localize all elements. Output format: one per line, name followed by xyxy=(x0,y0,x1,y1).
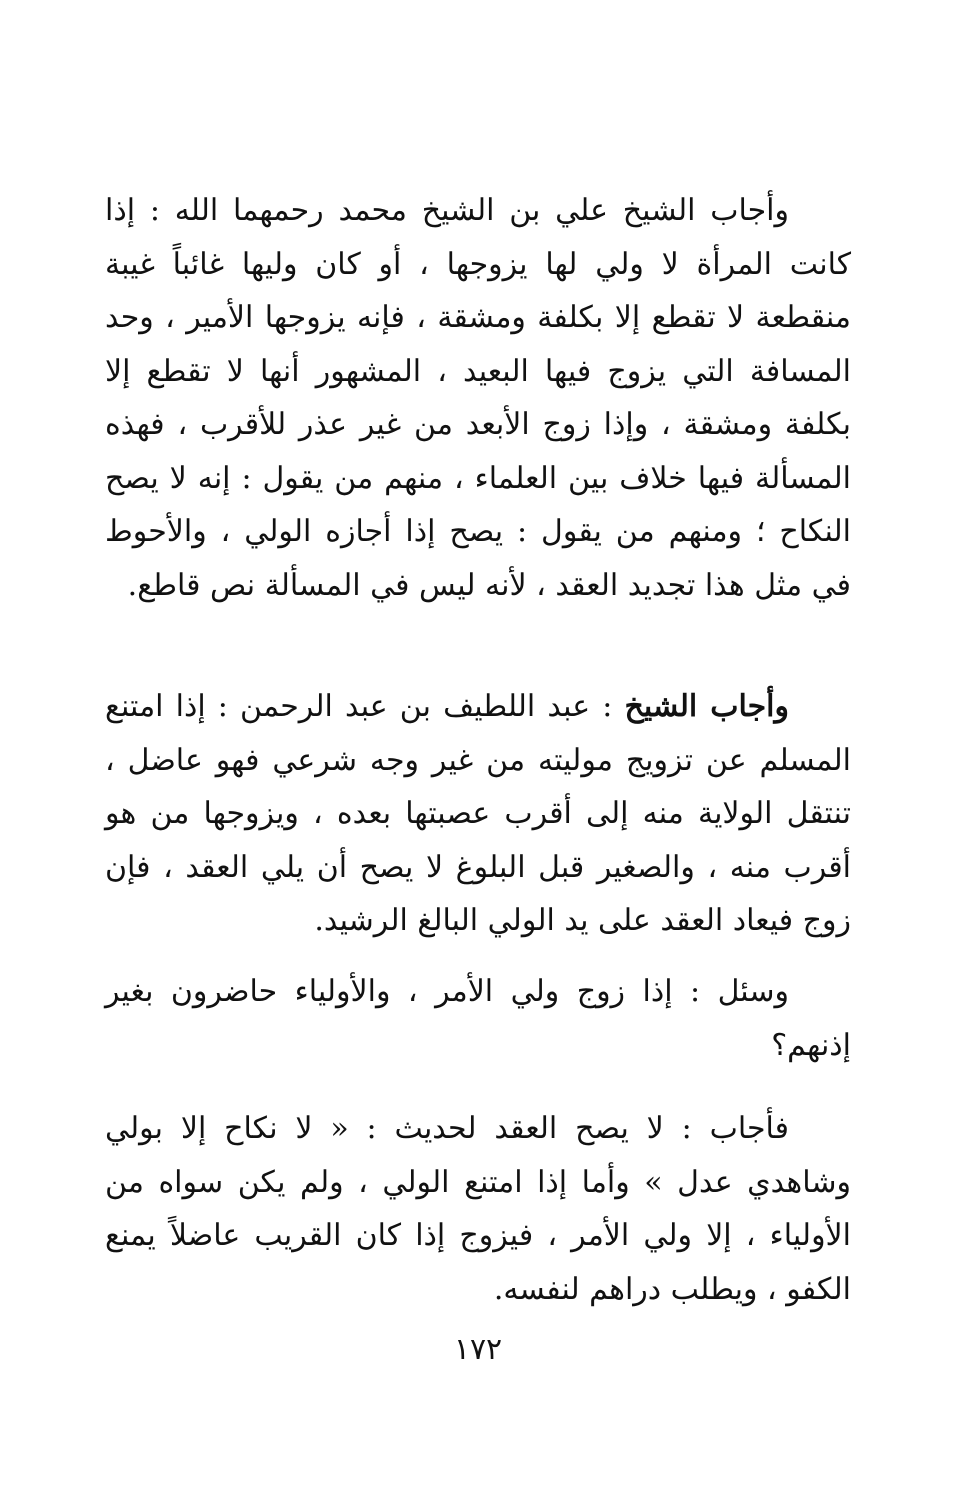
paragraph-text xyxy=(105,680,851,948)
paragraph-question xyxy=(105,965,851,1072)
paragraph-answer xyxy=(105,1102,851,1316)
paragraph-text: فأجاب : لا يصح العقد لحديث : « لا نكاح إلا بولي وشاهدي عدل » وأما إذا امتنع الولي ، ولم يكن سواه من الأولياء ، إلا ولي الأمر ، فيزوج إذا كان القريب عاضلاً يمنع الكفو ، ويطلب دراهم لنفسه. xyxy=(105,1111,851,1307)
paragraph-text: وسئل : إذا زوج ولي الأمر ، والأولياء حاضرون بغير إذنهم؟ xyxy=(105,974,851,1063)
paragraph-body: : عبد اللطيف بن عبد الرحمن : إذا امتنع المسلم عن تزويج موليته من غير وجه شرعي فهو عاضل ، تنتقل الولاية منه إلى أقرب عصبتها بعده ، ويزوجها من هو أقرب منه ، والصغير قبل البلوغ لا يصح أن يلي العقد ، فإن زوج فيعاد العقد على يد الولي البالغ الرشيد. xyxy=(105,689,851,938)
paragraph-answer-ali xyxy=(105,184,851,612)
paragraph-text: وأجاب الشيخ علي بن الشيخ محمد رحمهما الله : إذا كانت المرأة لا ولي لها يزوجها ، أو كان وليها غائباً غيبة منقطعة لا تقطع إلا بكلفة ومشقة ، فإنه يزوجها الأمير ، وحد المسافة التي يزوج فيها البعيد ، المشهور أنها لا تقطع إلا بكلفة ومشقة ، وإذا زوج الأبعد من غير عذر للأقرب ، فهذه المسألة فيها خلاف بين العلماء ، منهم من يقول : إنه لا يصح النكاح ؛ ومنهم من يقول : يصح إذا أجازه الولي ، والأحوط في مثل هذا تجديد العقد ، لأنه ليس في المسألة نص قاطع. xyxy=(105,193,851,603)
paragraph-lead: وأجاب الشيخ xyxy=(624,689,789,724)
page-number: ١٧٢ xyxy=(453,1332,503,1367)
paragraph-answer-abdullatif xyxy=(105,680,851,948)
